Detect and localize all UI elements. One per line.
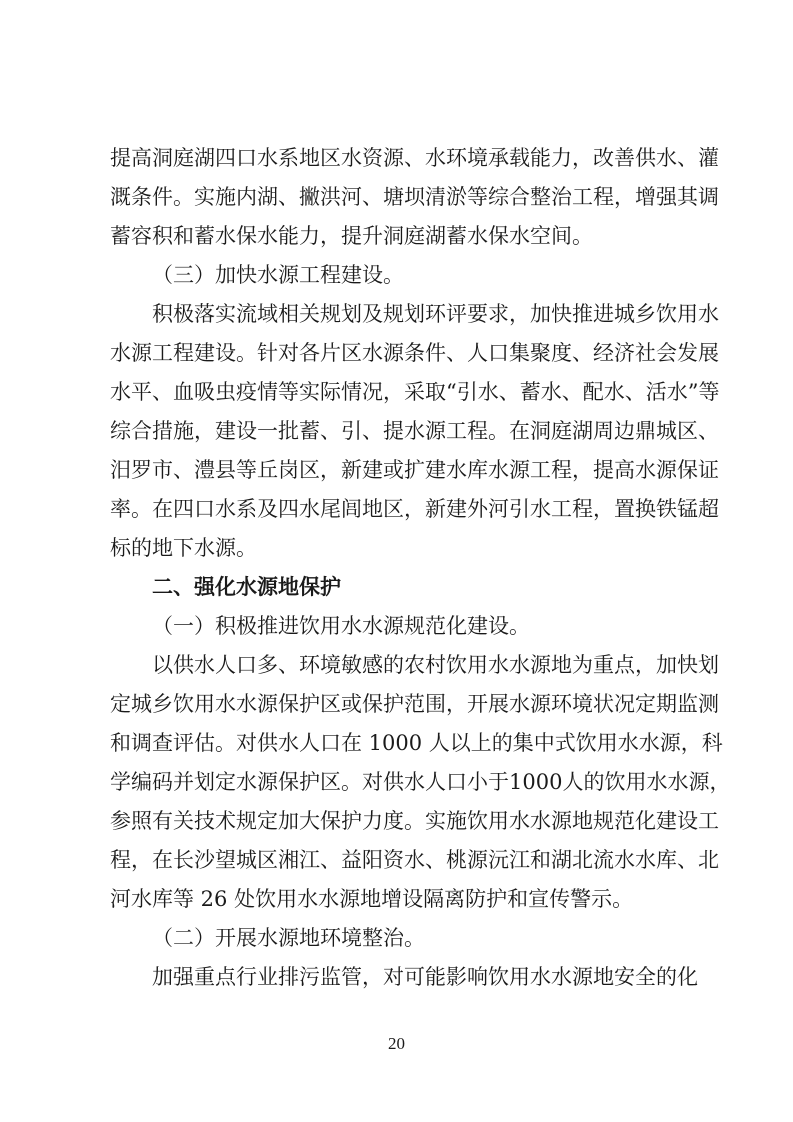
body-text-line: 溉条件。实施内湖、撇洪河、塘坝清淤等综合整治工程，增强其调	[110, 185, 719, 209]
body-text-line: 率。在四口水系及四水尾闾地区，新建外河引水工程，置换铁锰超	[110, 497, 719, 521]
body-text-line: 和调查评估。对供水人口在 1000 人以上的集中式饮用水水源，科	[110, 731, 723, 755]
body-text-line: 积极落实流域相关规划及规划环评要求，加快推进城乡饮用水	[152, 302, 719, 326]
body-text-line: 参照有关技术规定加大保护力度。实施饮用水水源地规范化建设工	[110, 809, 719, 833]
body-text-line: 定城乡饮用水水源保护区或保护范围，开展水源环境状况定期监测	[110, 692, 719, 716]
subsection-heading: （一）积极推进饮用水水源规范化建设。	[152, 614, 530, 638]
body-text-line: 河水库等 26 处饮用水水源地增设隔离防护和宣传警示。	[110, 887, 634, 911]
body-text-line: 以供水人口多、环境敏感的农村饮用水水源地为重点，加快划	[152, 653, 719, 677]
body-text-line: 学编码并划定水源保护区。对供水人口小于1000人的饮用水水源，	[110, 770, 731, 794]
body-text-line: 汨罗市、澧县等丘岗区，新建或扩建水库水源工程，提高水源保证	[110, 458, 719, 482]
body-text-line: 水源工程建设。针对各片区水源条件、人口集聚度、经济社会发展	[110, 341, 719, 365]
body-text-line: 提高洞庭湖四口水系地区水资源、水环境承载能力，改善供水、灌	[110, 146, 719, 170]
section-heading: 二、强化水源地保护	[152, 575, 341, 599]
body-text-line: 标的地下水源。	[110, 536, 257, 560]
body-text-line: 综合措施，建设一批蓄、引、提水源工程。在洞庭湖周边鼎城区、	[110, 419, 719, 443]
page-number: 20	[388, 1034, 405, 1053]
body-text-line: 加强重点行业排污监管，对可能影响饮用水水源地安全的化	[152, 965, 698, 989]
subsection-heading: （二）开展水源地环境整治。	[152, 926, 425, 950]
subsection-heading: （三）加快水源工程建设。	[152, 263, 404, 287]
body-text-line: 水平、血吸虫疫情等实际情况，采取“引水、蓄水、配水、活水”等	[110, 380, 720, 404]
body-text-line: 程，在长沙望城区湘江、益阳资水、桃源沅江和湖北流水水库、北	[110, 848, 719, 872]
body-text-line: 蓄容积和蓄水保水能力，提升洞庭湖蓄水保水空间。	[110, 224, 593, 248]
